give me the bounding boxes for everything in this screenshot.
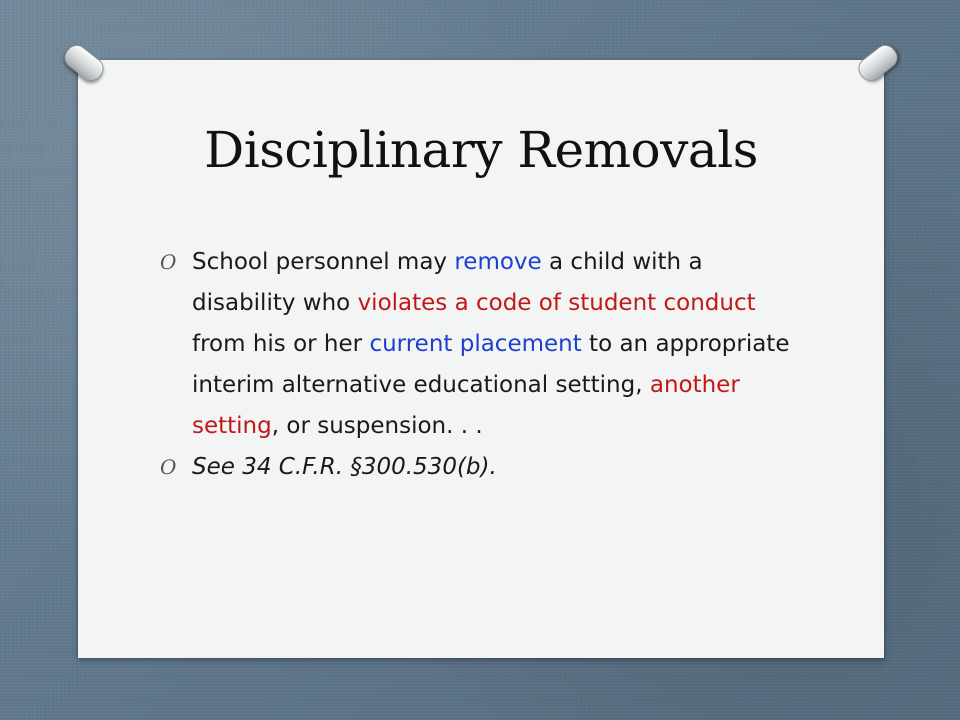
slide-title: Disciplinary Removals — [204, 121, 758, 179]
citation-text: See 34 C.F.R. §300.530(b). — [192, 454, 497, 480]
bullet-marker-icon: O — [160, 455, 177, 479]
bullet-marker-icon: O — [160, 250, 177, 274]
bullet-text-segment: , or suspension. . . — [271, 413, 483, 439]
highlight-remove: remove — [454, 249, 542, 275]
bullet-item-removal-rule — [160, 242, 810, 447]
highlight-violates-code: violates a code of student conduct — [357, 290, 756, 316]
bullet-text-segment: to an appropriate interim alternative educational setting, — [192, 331, 790, 398]
highlight-current-placement: current placement — [369, 331, 582, 357]
bullet-list — [160, 242, 810, 488]
bullet-text-segment: School personnel may — [192, 249, 455, 275]
bullet-item-citation — [160, 447, 810, 488]
bullet-text-segment: a child with a disability who — [192, 249, 703, 316]
highlight-another-setting: another setting — [192, 372, 740, 439]
bullet-text-segment: from his or her — [192, 331, 370, 357]
